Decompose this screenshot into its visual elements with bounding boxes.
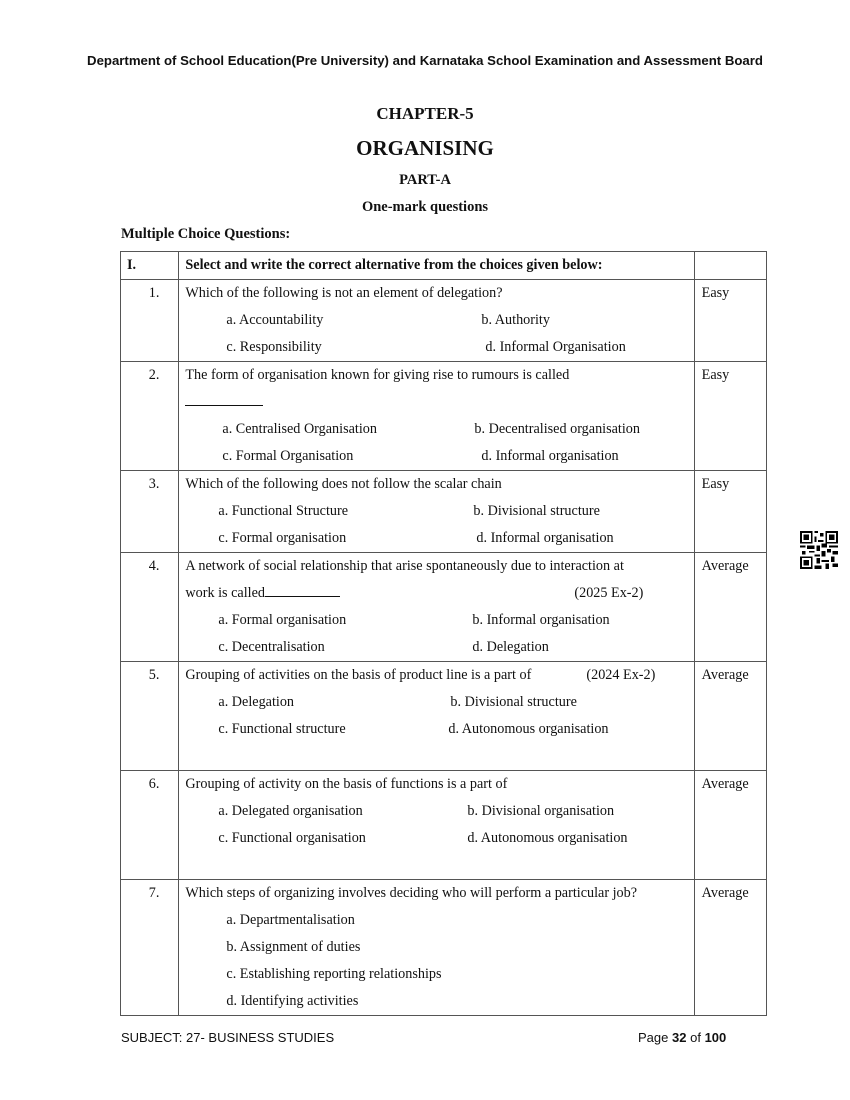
question-text: The form of organisation known for giving rise to rumours is called <box>185 367 570 383</box>
page-word: Page <box>638 1030 669 1045</box>
difficulty-level: Average <box>694 880 766 1016</box>
qr-code-icon[interactable] <box>800 531 838 569</box>
option-d: d. Autonomous organisation <box>448 721 609 737</box>
page-header: Department of School Education(Pre University) and Karnataka School Examination and Assessment Board <box>87 53 763 68</box>
question-row <box>121 880 767 1016</box>
difficulty-level: Average <box>694 553 766 662</box>
question-row <box>121 471 767 553</box>
option-c: c. Establishing reporting relationships <box>226 966 442 982</box>
option-a: a. Delegated organisation <box>218 803 363 819</box>
option-c: c. Formal Organisation <box>222 448 354 464</box>
question-row <box>121 362 767 471</box>
page-total: 100 <box>704 1030 727 1045</box>
table-header-row <box>121 252 767 280</box>
option-c: c. Formal organisation <box>218 530 347 546</box>
question-number: 1. <box>148 285 160 301</box>
option-b: b. Divisional structure <box>473 503 600 519</box>
question-text: Which of the following is not an element of delegation? <box>185 285 503 301</box>
option-a: a. Accountability <box>226 312 324 328</box>
section-heading: One-mark questions <box>361 199 489 215</box>
question-row <box>121 771 767 880</box>
option-d: d. Informal Organisation <box>485 339 626 355</box>
option-a: a. Departmentalisation <box>226 912 355 928</box>
option-c: c. Responsibility <box>226 339 322 355</box>
option-a: a. Delegation <box>218 694 295 710</box>
question-number: 7. <box>148 885 160 901</box>
question-number: 4. <box>148 558 160 574</box>
option-c: c. Decentralisation <box>218 639 325 655</box>
question-row <box>121 280 767 362</box>
exam-tag: (2025 Ex-2) <box>574 585 644 601</box>
question-number: 3. <box>148 476 160 492</box>
option-d: d. Identifying activities <box>226 993 359 1009</box>
question-number: 6. <box>148 776 160 792</box>
option-b: b. Divisional structure <box>450 694 577 710</box>
question-text: Which steps of organizing involves deciding who will perform a particular job? <box>185 885 638 901</box>
questions-table <box>120 251 767 1016</box>
exam-tag: (2024 Ex-2) <box>586 667 656 683</box>
option-a: a. Centralised Organisation <box>222 421 377 437</box>
question-text-continued: work is called <box>185 585 265 601</box>
option-b: b. Decentralised organisation <box>474 421 640 437</box>
chapter-heading: CHAPTER-5 <box>376 104 474 123</box>
question-text: Which of the following does not follow the scalar chain <box>185 476 502 492</box>
question-text: Grouping of activity on the basis of functions is a part of <box>185 776 508 792</box>
question-row <box>121 553 767 662</box>
answer-blank <box>265 582 340 597</box>
mcq-heading: Multiple Choice Questions: <box>121 226 291 242</box>
option-c: c. Functional structure <box>218 721 346 737</box>
option-d: d. Informal organisation <box>476 530 614 546</box>
option-b: b. Informal organisation <box>472 612 610 628</box>
option-b: b. Divisional organisation <box>467 803 615 819</box>
part-heading: PART-A <box>399 172 451 188</box>
question-number: 2. <box>148 367 160 383</box>
page-current: 32 <box>672 1030 687 1045</box>
option-b: b. Assignment of duties <box>226 939 361 955</box>
chapter-title: ORGANISING <box>356 136 494 160</box>
question-text: A network of social relationship that arise spontaneously due to interaction at <box>185 558 624 574</box>
question-number: 5. <box>148 667 160 683</box>
option-a: a. Functional Structure <box>218 503 349 519</box>
option-b: b. Authority <box>481 312 550 328</box>
option-a: a. Formal organisation <box>218 612 347 628</box>
option-d: d. Informal organisation <box>481 448 619 464</box>
difficulty-level: Average <box>694 771 766 880</box>
instruction: Select and write the correct alternative from the choices given below: <box>185 257 603 273</box>
difficulty-level: Average <box>694 662 766 771</box>
difficulty-level: Easy <box>694 280 766 362</box>
answer-blank <box>185 389 263 406</box>
option-d: d. Autonomous organisation <box>467 830 628 846</box>
difficulty-level: Easy <box>694 471 766 553</box>
footer-page-number <box>638 1030 726 1045</box>
option-d: d. Delegation <box>472 639 549 655</box>
difficulty-level: Easy <box>694 362 766 471</box>
question-text: Grouping of activities on the basis of product line is a part of <box>185 667 532 683</box>
footer-subject: SUBJECT: 27- BUSINESS STUDIES <box>121 1030 335 1045</box>
question-row <box>121 662 767 771</box>
of-word: of <box>690 1030 701 1045</box>
option-c: c. Functional organisation <box>218 830 366 846</box>
section-number: I. <box>127 257 137 273</box>
